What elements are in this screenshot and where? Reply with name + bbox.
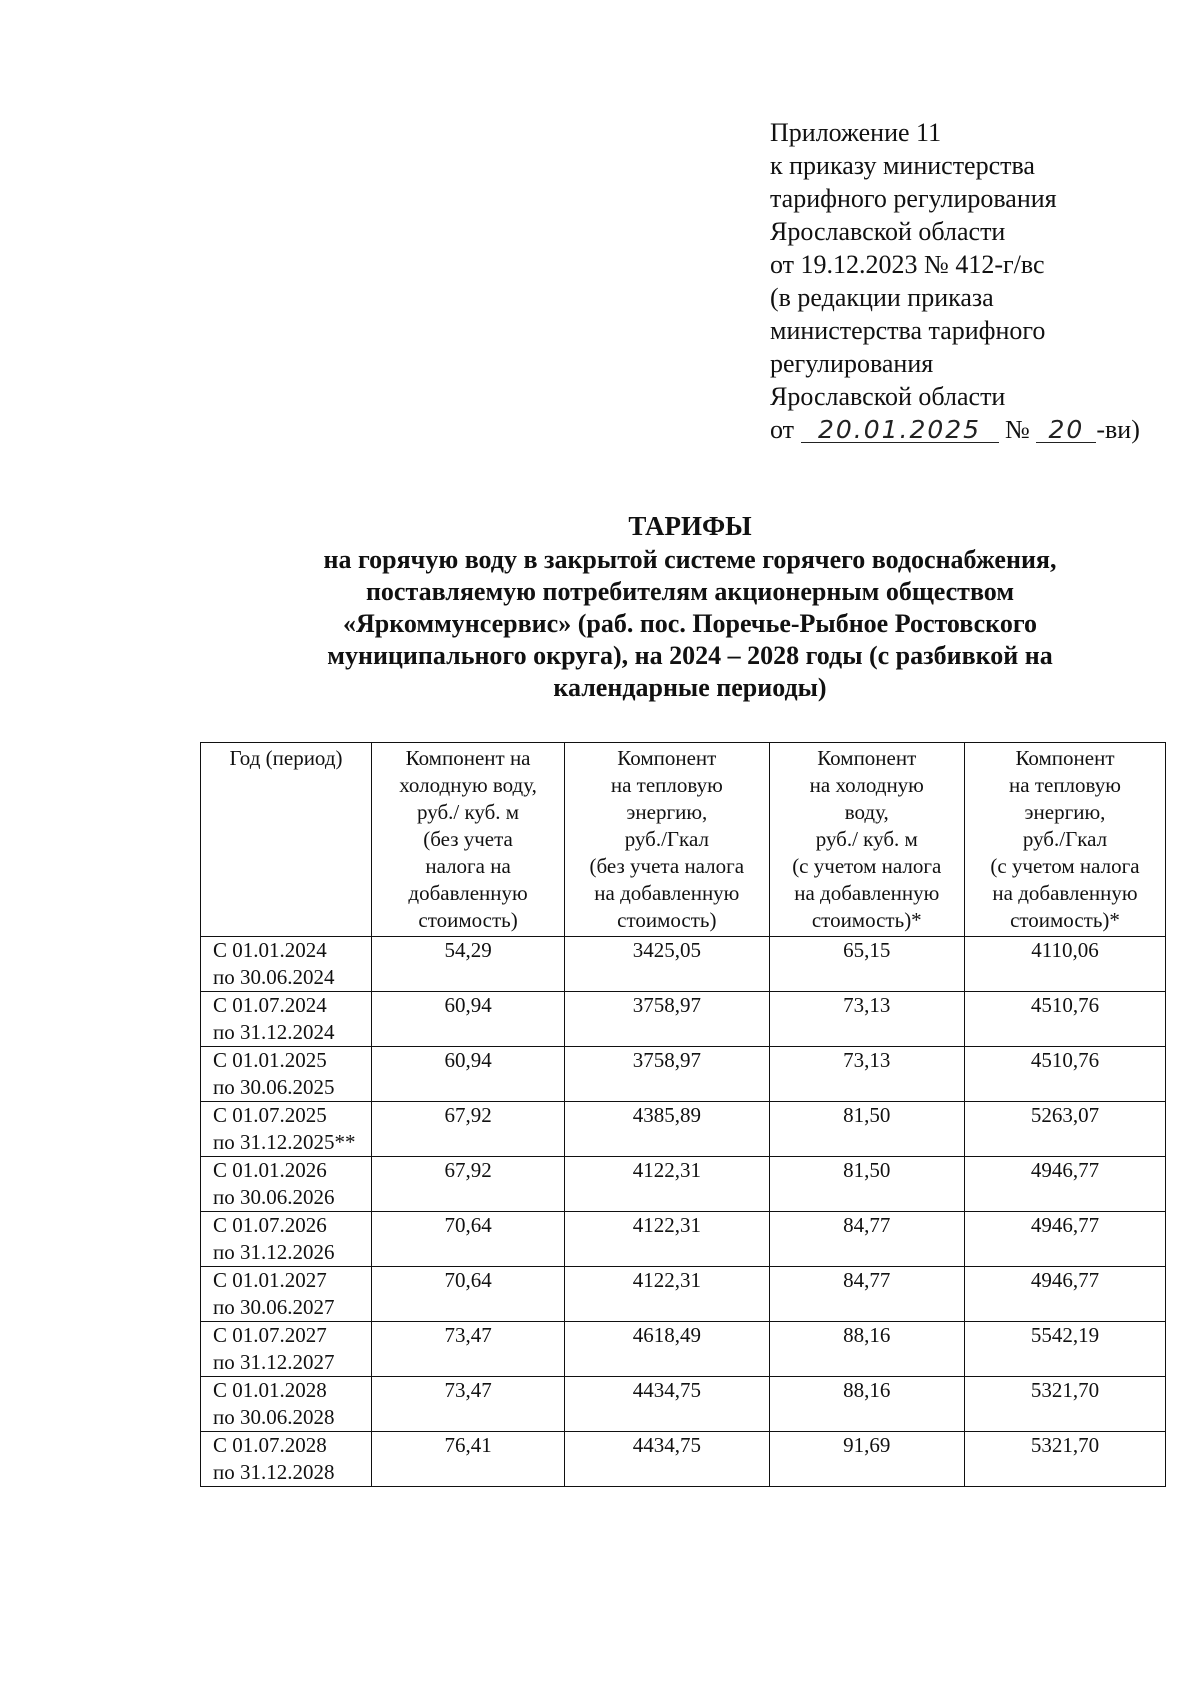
cold-no-vat-cell: 70,64 bbox=[372, 1212, 565, 1267]
heat-vat-cell: 4946,77 bbox=[964, 1267, 1165, 1322]
appendix-line: (в редакции приказа bbox=[770, 283, 994, 312]
period-cell: С 01.01.2027 по 30.06.2027 bbox=[201, 1267, 372, 1322]
table-row bbox=[201, 1047, 1166, 1102]
amendment-prefix: от bbox=[770, 415, 795, 444]
cold-no-vat-cell: 60,94 bbox=[372, 992, 565, 1047]
table-row bbox=[201, 1102, 1166, 1157]
appendix-line: тарифного регулирования bbox=[770, 184, 1057, 213]
table-row bbox=[201, 1212, 1166, 1267]
cold-no-vat-cell: 60,94 bbox=[372, 1047, 565, 1102]
appendix-line: от 19.12.2023 № 412-г/вс bbox=[770, 250, 1045, 279]
appendix-line: к приказу министерства bbox=[770, 151, 1035, 180]
table-row bbox=[201, 1377, 1166, 1432]
table-body bbox=[201, 937, 1166, 1487]
heat-vat-cell: 4110,06 bbox=[964, 937, 1165, 992]
table-row bbox=[201, 1267, 1166, 1322]
subtitle-line: «Яркоммунсервис» (раб. пос. Поречье-Рыбное Ростовского bbox=[343, 609, 1037, 638]
cold-no-vat-cell: 70,64 bbox=[372, 1267, 565, 1322]
heat-no-vat-cell: 4434,75 bbox=[565, 1432, 769, 1487]
period-cell: С 01.07.2024 по 31.12.2024 bbox=[201, 992, 372, 1047]
cold-vat-cell: 84,77 bbox=[769, 1267, 964, 1322]
heat-vat-cell: 4510,76 bbox=[964, 1047, 1165, 1102]
header-heat-no-vat: Компонент на тепловую энергию, руб./Гкал (без учета налога на добавленную стоимость) bbox=[565, 743, 769, 937]
document-title: ТАРИФЫ bbox=[628, 511, 752, 541]
appendix-line: регулирования bbox=[770, 349, 934, 378]
table-row bbox=[201, 937, 1166, 992]
cold-vat-cell: 65,15 bbox=[769, 937, 964, 992]
tariffs-table bbox=[200, 742, 1166, 1487]
cold-vat-cell: 81,50 bbox=[769, 1102, 964, 1157]
document-title-block bbox=[220, 510, 1160, 704]
heat-no-vat-cell: 4434,75 bbox=[565, 1377, 769, 1432]
heat-no-vat-cell: 3758,97 bbox=[565, 992, 769, 1047]
handwritten-date: 20.01.2025 bbox=[801, 418, 999, 443]
handwritten-number: 20 bbox=[1036, 418, 1096, 443]
period-cell: С 01.01.2025 по 30.06.2025 bbox=[201, 1047, 372, 1102]
cold-no-vat-cell: 73,47 bbox=[372, 1322, 565, 1377]
period-cell: С 01.01.2026 по 30.06.2026 bbox=[201, 1157, 372, 1212]
cold-no-vat-cell: 73,47 bbox=[372, 1377, 565, 1432]
heat-no-vat-cell: 4122,31 bbox=[565, 1212, 769, 1267]
period-cell: С 01.07.2026 по 31.12.2026 bbox=[201, 1212, 372, 1267]
appendix-line: Ярославской области bbox=[770, 382, 1006, 411]
cold-vat-cell: 73,13 bbox=[769, 992, 964, 1047]
heat-no-vat-cell: 4618,49 bbox=[565, 1322, 769, 1377]
heat-no-vat-cell: 3758,97 bbox=[565, 1047, 769, 1102]
heat-no-vat-cell: 4385,89 bbox=[565, 1102, 769, 1157]
cold-no-vat-cell: 76,41 bbox=[372, 1432, 565, 1487]
cold-vat-cell: 81,50 bbox=[769, 1157, 964, 1212]
period-cell: С 01.07.2028 по 31.12.2028 bbox=[201, 1432, 372, 1487]
cold-vat-cell: 88,16 bbox=[769, 1377, 964, 1432]
cold-vat-cell: 91,69 bbox=[769, 1432, 964, 1487]
table-row bbox=[201, 992, 1166, 1047]
appendix-line: Приложение 11 bbox=[770, 118, 942, 147]
appendix-block bbox=[770, 116, 1170, 446]
number-sign: № bbox=[1005, 415, 1030, 444]
heat-vat-cell: 4510,76 bbox=[964, 992, 1165, 1047]
appendix-amendment-line bbox=[770, 413, 1170, 446]
cold-vat-cell: 88,16 bbox=[769, 1322, 964, 1377]
appendix-line: Ярославской области bbox=[770, 217, 1006, 246]
period-cell: С 01.07.2025 по 31.12.2025** bbox=[201, 1102, 372, 1157]
cold-no-vat-cell: 67,92 bbox=[372, 1102, 565, 1157]
header-cold-no-vat: Компонент на холодную воду, руб./ куб. м (без учета налога на добавленную стоимость) bbox=[372, 743, 565, 937]
cold-vat-cell: 73,13 bbox=[769, 1047, 964, 1102]
table-row bbox=[201, 1432, 1166, 1487]
header-heat-vat: Компонент на тепловую энергию, руб./Гкал (с учетом налога на добавленную стоимость)* bbox=[964, 743, 1165, 937]
period-cell: С 01.07.2027 по 31.12.2027 bbox=[201, 1322, 372, 1377]
amendment-suffix: -ви) bbox=[1096, 415, 1140, 444]
cold-no-vat-cell: 67,92 bbox=[372, 1157, 565, 1212]
period-cell: С 01.01.2028 по 30.06.2028 bbox=[201, 1377, 372, 1432]
cold-vat-cell: 84,77 bbox=[769, 1212, 964, 1267]
table-row bbox=[201, 1322, 1166, 1377]
heat-no-vat-cell: 4122,31 bbox=[565, 1157, 769, 1212]
table-header bbox=[201, 743, 1166, 937]
subtitle-line: муниципального округа), на 2024 – 2028 годы (с разбивкой на bbox=[327, 641, 1053, 670]
header-period: Год (период) bbox=[201, 743, 372, 937]
subtitle-line: на горячую воду в закрытой системе горячего водоснабжения, bbox=[323, 545, 1057, 574]
heat-vat-cell: 4946,77 bbox=[964, 1212, 1165, 1267]
heat-vat-cell: 5321,70 bbox=[964, 1432, 1165, 1487]
header-row bbox=[201, 743, 1166, 937]
subtitle-line: поставляемую потребителям акционерным обществом bbox=[365, 577, 1015, 606]
heat-vat-cell: 4946,77 bbox=[964, 1157, 1165, 1212]
heat-vat-cell: 5263,07 bbox=[964, 1102, 1165, 1157]
heat-no-vat-cell: 4122,31 bbox=[565, 1267, 769, 1322]
subtitle-line: календарные периоды) bbox=[553, 673, 827, 702]
heat-vat-cell: 5542,19 bbox=[964, 1322, 1165, 1377]
table-row bbox=[201, 1157, 1166, 1212]
heat-vat-cell: 5321,70 bbox=[964, 1377, 1165, 1432]
period-cell: С 01.01.2024 по 30.06.2024 bbox=[201, 937, 372, 992]
header-cold-vat: Компонент на холодную воду, руб./ куб. м (с учетом налога на добавленную стоимость)* bbox=[769, 743, 964, 937]
appendix-line: министерства тарифного bbox=[770, 316, 1046, 345]
cold-no-vat-cell: 54,29 bbox=[372, 937, 565, 992]
heat-no-vat-cell: 3425,05 bbox=[565, 937, 769, 992]
